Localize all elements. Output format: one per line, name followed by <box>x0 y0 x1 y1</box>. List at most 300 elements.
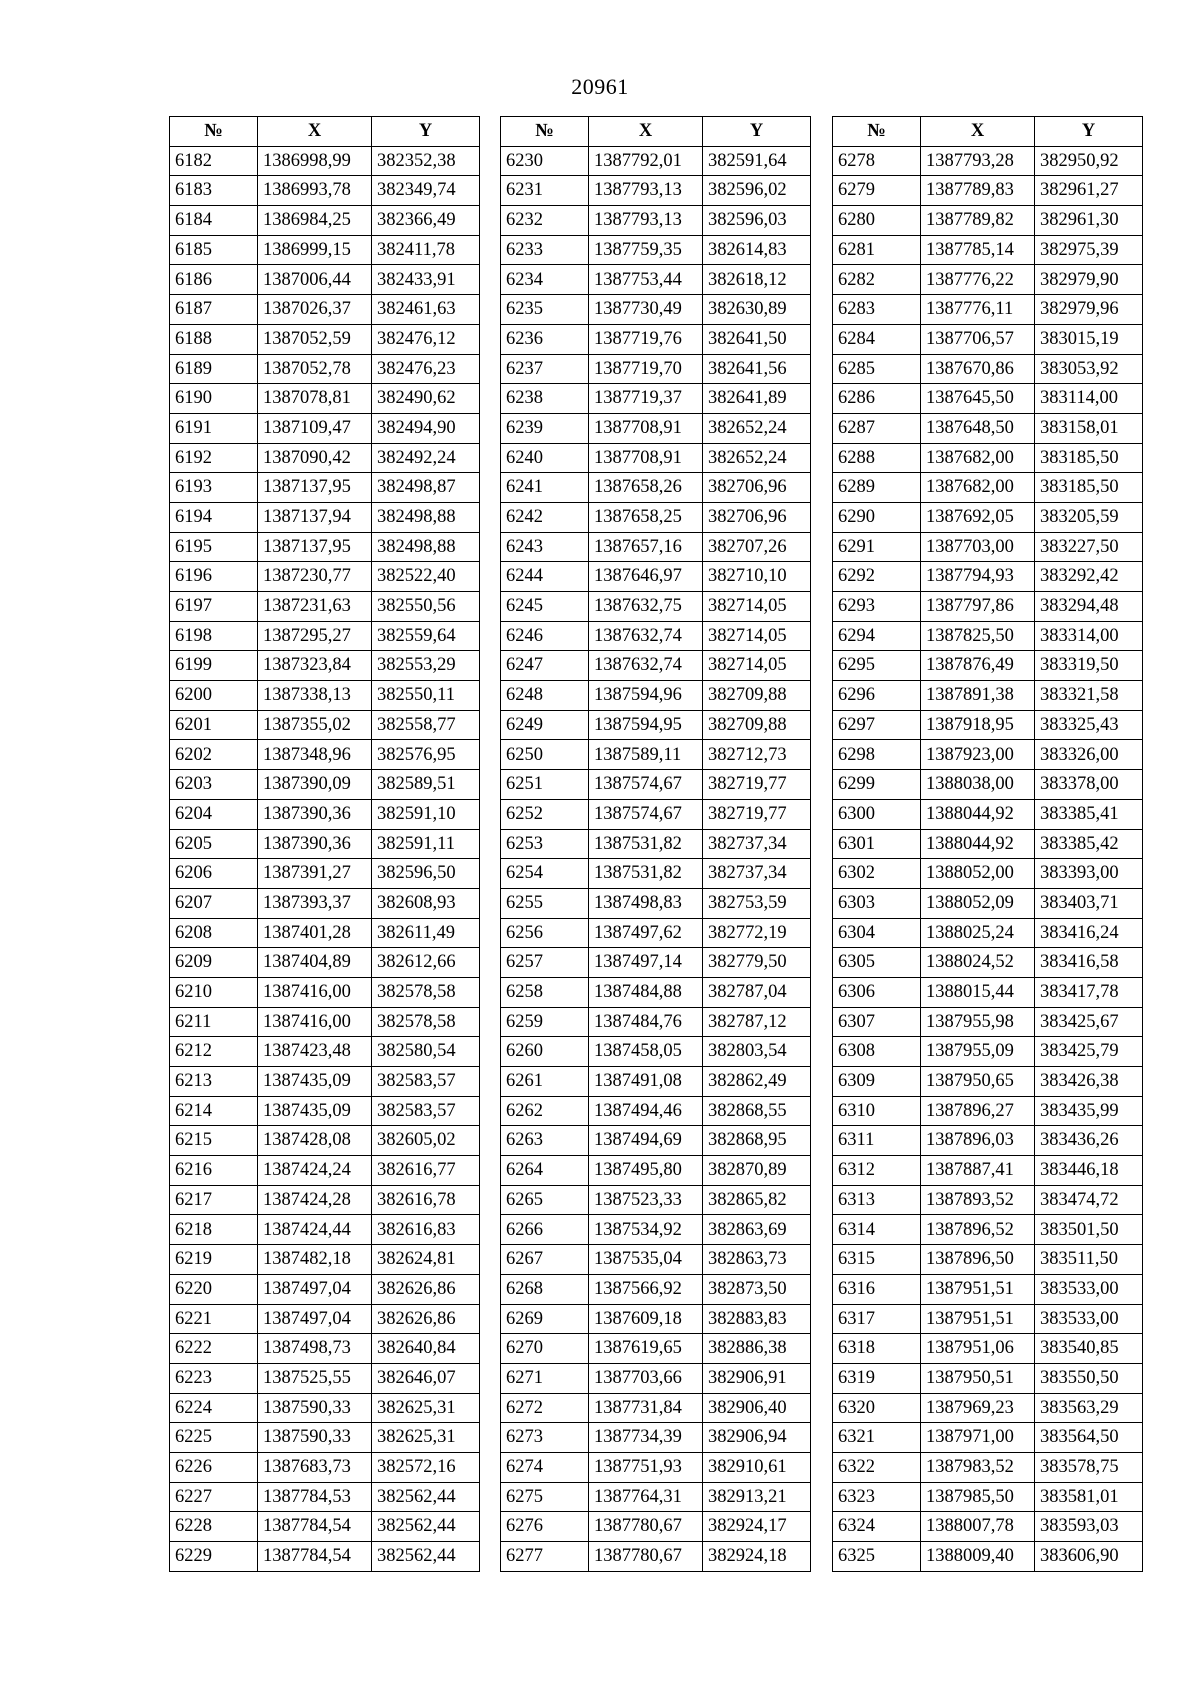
table-row <box>170 1007 480 1037</box>
point-number-cell: 6257 <box>501 948 589 978</box>
table-row <box>501 770 811 800</box>
point-number-cell: 6194 <box>170 502 258 532</box>
x-coordinate-cell: 1387918,95 <box>921 710 1035 740</box>
coordinates-table-3 <box>832 116 1143 1572</box>
x-coordinate-cell: 1387971,00 <box>921 1423 1035 1453</box>
point-number-cell: 6185 <box>170 235 258 265</box>
x-coordinate-cell: 1387951,06 <box>921 1334 1035 1364</box>
x-coordinate-cell: 1387780,67 <box>589 1542 703 1572</box>
y-coordinate-cell: 382550,11 <box>372 681 480 711</box>
table-row <box>833 1037 1143 1067</box>
y-coordinate-cell: 382352,38 <box>372 146 480 176</box>
table-row <box>833 1334 1143 1364</box>
table-row <box>170 1156 480 1186</box>
table-row <box>170 1423 480 1453</box>
table-row <box>501 681 811 711</box>
y-coordinate-cell: 382779,50 <box>703 948 811 978</box>
y-coordinate-cell: 383185,50 <box>1035 443 1143 473</box>
table-header-row <box>170 117 480 147</box>
table-row <box>501 1096 811 1126</box>
y-coordinate-cell: 382583,57 <box>372 1067 480 1097</box>
x-coordinate-cell: 1387759,35 <box>589 235 703 265</box>
point-number-cell: 6224 <box>170 1393 258 1423</box>
x-coordinate-cell: 1387793,13 <box>589 176 703 206</box>
x-coordinate-cell: 1387390,09 <box>258 770 372 800</box>
table-row <box>501 651 811 681</box>
point-number-cell: 6322 <box>833 1452 921 1482</box>
table-row <box>170 918 480 948</box>
table-row <box>833 384 1143 414</box>
x-coordinate-cell: 1387648,50 <box>921 413 1035 443</box>
x-coordinate-cell: 1387896,52 <box>921 1215 1035 1245</box>
y-coordinate-cell: 382961,30 <box>1035 206 1143 236</box>
x-coordinate-cell: 1387753,44 <box>589 265 703 295</box>
table-row <box>501 146 811 176</box>
x-coordinate-cell: 1387535,04 <box>589 1245 703 1275</box>
x-coordinate-cell: 1387784,53 <box>258 1482 372 1512</box>
x-coordinate-cell: 1387428,08 <box>258 1126 372 1156</box>
x-coordinate-cell: 1387703,00 <box>921 532 1035 562</box>
point-number-cell: 6265 <box>501 1185 589 1215</box>
table-row <box>833 918 1143 948</box>
table-row <box>170 176 480 206</box>
y-coordinate-cell: 382591,64 <box>703 146 811 176</box>
y-coordinate-cell: 382641,56 <box>703 354 811 384</box>
point-number-cell: 6260 <box>501 1037 589 1067</box>
y-coordinate-cell: 382787,04 <box>703 977 811 1007</box>
point-number-cell: 6294 <box>833 621 921 651</box>
table-row <box>833 1245 1143 1275</box>
y-coordinate-cell: 382979,90 <box>1035 265 1143 295</box>
point-number-cell: 6221 <box>170 1304 258 1334</box>
y-coordinate-cell: 383606,90 <box>1035 1542 1143 1572</box>
y-coordinate-cell: 382906,94 <box>703 1423 811 1453</box>
x-coordinate-cell: 1387955,09 <box>921 1037 1035 1067</box>
x-coordinate-cell: 1387670,86 <box>921 354 1035 384</box>
table-row <box>833 977 1143 1007</box>
point-number-cell: 6273 <box>501 1423 589 1453</box>
table-row <box>501 235 811 265</box>
y-coordinate-cell: 382868,55 <box>703 1096 811 1126</box>
table-row <box>501 473 811 503</box>
table-row <box>501 324 811 354</box>
table-row <box>501 859 811 889</box>
table-row <box>170 206 480 236</box>
point-number-cell: 6292 <box>833 562 921 592</box>
table-row <box>501 1423 811 1453</box>
x-coordinate-cell: 1387876,49 <box>921 651 1035 681</box>
table-row <box>501 1482 811 1512</box>
point-number-cell: 6316 <box>833 1274 921 1304</box>
y-coordinate-cell: 382883,83 <box>703 1304 811 1334</box>
y-coordinate-cell: 383593,03 <box>1035 1512 1143 1542</box>
y-coordinate-cell: 382863,73 <box>703 1245 811 1275</box>
x-coordinate-cell: 1387423,48 <box>258 1037 372 1067</box>
table-row <box>833 235 1143 265</box>
y-coordinate-cell: 382596,03 <box>703 206 811 236</box>
header-number: № <box>501 117 589 147</box>
x-coordinate-cell: 1387391,27 <box>258 859 372 889</box>
x-coordinate-cell: 1388007,78 <box>921 1512 1035 1542</box>
point-number-cell: 6206 <box>170 859 258 889</box>
x-coordinate-cell: 1387589,11 <box>589 740 703 770</box>
y-coordinate-cell: 382906,91 <box>703 1363 811 1393</box>
y-coordinate-cell: 382498,88 <box>372 532 480 562</box>
x-coordinate-cell: 1387006,44 <box>258 265 372 295</box>
x-coordinate-cell: 1387497,62 <box>589 918 703 948</box>
point-number-cell: 6219 <box>170 1245 258 1275</box>
point-number-cell: 6290 <box>833 502 921 532</box>
y-coordinate-cell: 382616,78 <box>372 1185 480 1215</box>
table-row <box>833 176 1143 206</box>
point-number-cell: 6244 <box>501 562 589 592</box>
table-row <box>501 799 811 829</box>
coordinates-table-1 <box>169 116 480 1572</box>
point-number-cell: 6192 <box>170 443 258 473</box>
x-coordinate-cell: 1387985,50 <box>921 1482 1035 1512</box>
y-coordinate-cell: 382498,87 <box>372 473 480 503</box>
point-number-cell: 6218 <box>170 1215 258 1245</box>
point-number-cell: 6274 <box>501 1452 589 1482</box>
x-coordinate-cell: 1387646,97 <box>589 562 703 592</box>
point-number-cell: 6182 <box>170 146 258 176</box>
y-coordinate-cell: 382562,44 <box>372 1512 480 1542</box>
y-coordinate-cell: 382498,88 <box>372 502 480 532</box>
point-number-cell: 6314 <box>833 1215 921 1245</box>
x-coordinate-cell: 1387390,36 <box>258 829 372 859</box>
point-number-cell: 6263 <box>501 1126 589 1156</box>
x-coordinate-cell: 1387706,57 <box>921 324 1035 354</box>
point-number-cell: 6255 <box>501 888 589 918</box>
header-x: X <box>258 117 372 147</box>
table-row <box>170 829 480 859</box>
point-number-cell: 6306 <box>833 977 921 1007</box>
point-number-cell: 6288 <box>833 443 921 473</box>
point-number-cell: 6247 <box>501 651 589 681</box>
y-coordinate-cell: 382411,78 <box>372 235 480 265</box>
table-row <box>170 295 480 325</box>
y-coordinate-cell: 382589,51 <box>372 770 480 800</box>
table-row <box>833 502 1143 532</box>
point-number-cell: 6266 <box>501 1215 589 1245</box>
x-coordinate-cell: 1387609,18 <box>589 1304 703 1334</box>
x-coordinate-cell: 1387731,84 <box>589 1393 703 1423</box>
point-number-cell: 6281 <box>833 235 921 265</box>
point-number-cell: 6319 <box>833 1363 921 1393</box>
table-row <box>170 324 480 354</box>
table-row <box>501 1156 811 1186</box>
x-coordinate-cell: 1387498,73 <box>258 1334 372 1364</box>
x-coordinate-cell: 1387789,83 <box>921 176 1035 206</box>
table-row <box>833 621 1143 651</box>
table-row <box>833 592 1143 622</box>
x-coordinate-cell: 1387498,83 <box>589 888 703 918</box>
table-row <box>501 1542 811 1572</box>
table-row <box>501 888 811 918</box>
x-coordinate-cell: 1387785,14 <box>921 235 1035 265</box>
point-number-cell: 6184 <box>170 206 258 236</box>
point-number-cell: 6197 <box>170 592 258 622</box>
x-coordinate-cell: 1387435,09 <box>258 1067 372 1097</box>
point-number-cell: 6187 <box>170 295 258 325</box>
table-row <box>501 562 811 592</box>
point-number-cell: 6317 <box>833 1304 921 1334</box>
x-coordinate-cell: 1387497,04 <box>258 1304 372 1334</box>
table-row <box>501 1363 811 1393</box>
table-row <box>501 502 811 532</box>
table-row <box>833 740 1143 770</box>
point-number-cell: 6239 <box>501 413 589 443</box>
table-row <box>170 265 480 295</box>
table-row <box>170 1542 480 1572</box>
y-coordinate-cell: 382719,77 <box>703 799 811 829</box>
point-number-cell: 6323 <box>833 1482 921 1512</box>
point-number-cell: 6254 <box>501 859 589 889</box>
x-coordinate-cell: 1387355,02 <box>258 710 372 740</box>
x-coordinate-cell: 1386998,99 <box>258 146 372 176</box>
x-coordinate-cell: 1387784,54 <box>258 1542 372 1572</box>
x-coordinate-cell: 1388044,92 <box>921 799 1035 829</box>
point-number-cell: 6217 <box>170 1185 258 1215</box>
point-number-cell: 6297 <box>833 710 921 740</box>
table-row <box>833 859 1143 889</box>
x-coordinate-cell: 1387764,31 <box>589 1482 703 1512</box>
coordinates-table-2 <box>500 116 811 1572</box>
y-coordinate-cell: 382583,57 <box>372 1096 480 1126</box>
page-number: 20961 <box>571 74 629 99</box>
y-coordinate-cell: 383416,58 <box>1035 948 1143 978</box>
x-coordinate-cell: 1387534,92 <box>589 1215 703 1245</box>
y-coordinate-cell: 383294,48 <box>1035 592 1143 622</box>
y-coordinate-cell: 383227,50 <box>1035 532 1143 562</box>
y-coordinate-cell: 382961,27 <box>1035 176 1143 206</box>
x-coordinate-cell: 1387893,52 <box>921 1185 1035 1215</box>
table-row <box>833 324 1143 354</box>
table-row <box>170 651 480 681</box>
point-number-cell: 6203 <box>170 770 258 800</box>
y-coordinate-cell: 382712,73 <box>703 740 811 770</box>
y-coordinate-cell: 382710,10 <box>703 562 811 592</box>
point-number-cell: 6280 <box>833 206 921 236</box>
y-coordinate-cell: 383435,99 <box>1035 1096 1143 1126</box>
y-coordinate-cell: 382652,24 <box>703 443 811 473</box>
point-number-cell: 6278 <box>833 146 921 176</box>
table-row <box>170 1274 480 1304</box>
y-coordinate-cell: 382706,96 <box>703 473 811 503</box>
y-coordinate-cell: 383015,19 <box>1035 324 1143 354</box>
table-row <box>501 918 811 948</box>
point-number-cell: 6233 <box>501 235 589 265</box>
y-coordinate-cell: 382576,95 <box>372 740 480 770</box>
point-number-cell: 6321 <box>833 1423 921 1453</box>
y-coordinate-cell: 382975,39 <box>1035 235 1143 265</box>
x-coordinate-cell: 1387896,50 <box>921 1245 1035 1275</box>
x-coordinate-cell: 1387393,37 <box>258 888 372 918</box>
x-coordinate-cell: 1387295,27 <box>258 621 372 651</box>
y-coordinate-cell: 383425,79 <box>1035 1037 1143 1067</box>
point-number-cell: 6232 <box>501 206 589 236</box>
point-number-cell: 6248 <box>501 681 589 711</box>
y-coordinate-cell: 383416,24 <box>1035 918 1143 948</box>
point-number-cell: 6279 <box>833 176 921 206</box>
table-row <box>501 176 811 206</box>
table-row <box>833 1482 1143 1512</box>
x-coordinate-cell: 1388009,40 <box>921 1542 1035 1572</box>
point-number-cell: 6241 <box>501 473 589 503</box>
x-coordinate-cell: 1388044,92 <box>921 829 1035 859</box>
point-number-cell: 6276 <box>501 1512 589 1542</box>
x-coordinate-cell: 1387692,05 <box>921 502 1035 532</box>
y-coordinate-cell: 383292,42 <box>1035 562 1143 592</box>
x-coordinate-cell: 1387590,33 <box>258 1423 372 1453</box>
x-coordinate-cell: 1387424,24 <box>258 1156 372 1186</box>
y-coordinate-cell: 382476,12 <box>372 324 480 354</box>
y-coordinate-cell: 382611,49 <box>372 918 480 948</box>
table-header-row <box>833 117 1143 147</box>
x-coordinate-cell: 1387231,63 <box>258 592 372 622</box>
table-row <box>501 1185 811 1215</box>
point-number-cell: 6231 <box>501 176 589 206</box>
table-row <box>833 651 1143 681</box>
point-number-cell: 6284 <box>833 324 921 354</box>
table-row <box>833 681 1143 711</box>
point-number-cell: 6252 <box>501 799 589 829</box>
table-row <box>501 413 811 443</box>
table-row <box>501 829 811 859</box>
point-number-cell: 6325 <box>833 1542 921 1572</box>
y-coordinate-cell: 382580,54 <box>372 1037 480 1067</box>
table-row <box>170 859 480 889</box>
point-number-cell: 6229 <box>170 1542 258 1572</box>
table-row <box>170 1304 480 1334</box>
point-number-cell: 6240 <box>501 443 589 473</box>
y-coordinate-cell: 382950,92 <box>1035 146 1143 176</box>
x-coordinate-cell: 1387137,95 <box>258 473 372 503</box>
y-coordinate-cell: 382349,74 <box>372 176 480 206</box>
point-number-cell: 6214 <box>170 1096 258 1126</box>
point-number-cell: 6225 <box>170 1423 258 1453</box>
y-coordinate-cell: 382630,89 <box>703 295 811 325</box>
x-coordinate-cell: 1387708,91 <box>589 443 703 473</box>
header-y: Y <box>372 117 480 147</box>
y-coordinate-cell: 383564,50 <box>1035 1423 1143 1453</box>
y-coordinate-cell: 382591,10 <box>372 799 480 829</box>
x-coordinate-cell: 1387793,13 <box>589 206 703 236</box>
y-coordinate-cell: 382625,31 <box>372 1423 480 1453</box>
y-coordinate-cell: 383319,50 <box>1035 651 1143 681</box>
table-row <box>833 265 1143 295</box>
y-coordinate-cell: 382591,11 <box>372 829 480 859</box>
point-number-cell: 6204 <box>170 799 258 829</box>
y-coordinate-cell: 383114,00 <box>1035 384 1143 414</box>
point-number-cell: 6283 <box>833 295 921 325</box>
table-row <box>170 799 480 829</box>
y-coordinate-cell: 382553,29 <box>372 651 480 681</box>
y-coordinate-cell: 382865,82 <box>703 1185 811 1215</box>
table-row <box>501 384 811 414</box>
y-coordinate-cell: 382559,64 <box>372 621 480 651</box>
y-coordinate-cell: 383185,50 <box>1035 473 1143 503</box>
point-number-cell: 6188 <box>170 324 258 354</box>
y-coordinate-cell: 383474,72 <box>1035 1185 1143 1215</box>
y-coordinate-cell: 383436,26 <box>1035 1126 1143 1156</box>
y-coordinate-cell: 382640,84 <box>372 1334 480 1364</box>
point-number-cell: 6207 <box>170 888 258 918</box>
y-coordinate-cell: 382709,88 <box>703 681 811 711</box>
point-number-cell: 6213 <box>170 1067 258 1097</box>
x-coordinate-cell: 1387784,54 <box>258 1512 372 1542</box>
x-coordinate-cell: 1387708,91 <box>589 413 703 443</box>
point-number-cell: 6301 <box>833 829 921 859</box>
point-number-cell: 6304 <box>833 918 921 948</box>
point-number-cell: 6311 <box>833 1126 921 1156</box>
y-coordinate-cell: 382608,93 <box>372 888 480 918</box>
point-number-cell: 6226 <box>170 1452 258 1482</box>
x-coordinate-cell: 1387497,04 <box>258 1274 372 1304</box>
x-coordinate-cell: 1387482,18 <box>258 1245 372 1275</box>
table-row <box>501 977 811 1007</box>
table-row <box>170 562 480 592</box>
x-coordinate-cell: 1387950,51 <box>921 1363 1035 1393</box>
x-coordinate-cell: 1387531,82 <box>589 829 703 859</box>
point-number-cell: 6246 <box>501 621 589 651</box>
x-coordinate-cell: 1387348,96 <box>258 740 372 770</box>
x-coordinate-cell: 1387424,28 <box>258 1185 372 1215</box>
x-coordinate-cell: 1387950,65 <box>921 1067 1035 1097</box>
point-number-cell: 6253 <box>501 829 589 859</box>
table-row <box>833 295 1143 325</box>
x-coordinate-cell: 1387137,94 <box>258 502 372 532</box>
point-number-cell: 6236 <box>501 324 589 354</box>
point-number-cell: 6191 <box>170 413 258 443</box>
y-coordinate-cell: 382366,49 <box>372 206 480 236</box>
table-row <box>833 829 1143 859</box>
y-coordinate-cell: 383511,50 <box>1035 1245 1143 1275</box>
x-coordinate-cell: 1388025,24 <box>921 918 1035 948</box>
point-number-cell: 6220 <box>170 1274 258 1304</box>
x-coordinate-cell: 1387682,00 <box>921 443 1035 473</box>
table-row <box>833 799 1143 829</box>
point-number-cell: 6289 <box>833 473 921 503</box>
point-number-cell: 6270 <box>501 1334 589 1364</box>
x-coordinate-cell: 1387491,08 <box>589 1067 703 1097</box>
point-number-cell: 6285 <box>833 354 921 384</box>
y-coordinate-cell: 382906,40 <box>703 1393 811 1423</box>
point-number-cell: 6189 <box>170 354 258 384</box>
point-number-cell: 6318 <box>833 1334 921 1364</box>
table-row <box>501 295 811 325</box>
point-number-cell: 6228 <box>170 1512 258 1542</box>
y-coordinate-cell: 383417,78 <box>1035 977 1143 1007</box>
y-coordinate-cell: 383446,18 <box>1035 1156 1143 1186</box>
table-row <box>501 1007 811 1037</box>
header-y: Y <box>1035 117 1143 147</box>
y-coordinate-cell: 382490,62 <box>372 384 480 414</box>
y-coordinate-cell: 382886,38 <box>703 1334 811 1364</box>
y-coordinate-cell: 382562,44 <box>372 1542 480 1572</box>
point-number-cell: 6272 <box>501 1393 589 1423</box>
table-row <box>833 413 1143 443</box>
point-number-cell: 6193 <box>170 473 258 503</box>
y-coordinate-cell: 383550,50 <box>1035 1363 1143 1393</box>
table-row <box>833 1007 1143 1037</box>
x-coordinate-cell: 1388052,09 <box>921 888 1035 918</box>
y-coordinate-cell: 382714,05 <box>703 621 811 651</box>
point-number-cell: 6268 <box>501 1274 589 1304</box>
point-number-cell: 6200 <box>170 681 258 711</box>
x-coordinate-cell: 1387566,92 <box>589 1274 703 1304</box>
point-number-cell: 6196 <box>170 562 258 592</box>
